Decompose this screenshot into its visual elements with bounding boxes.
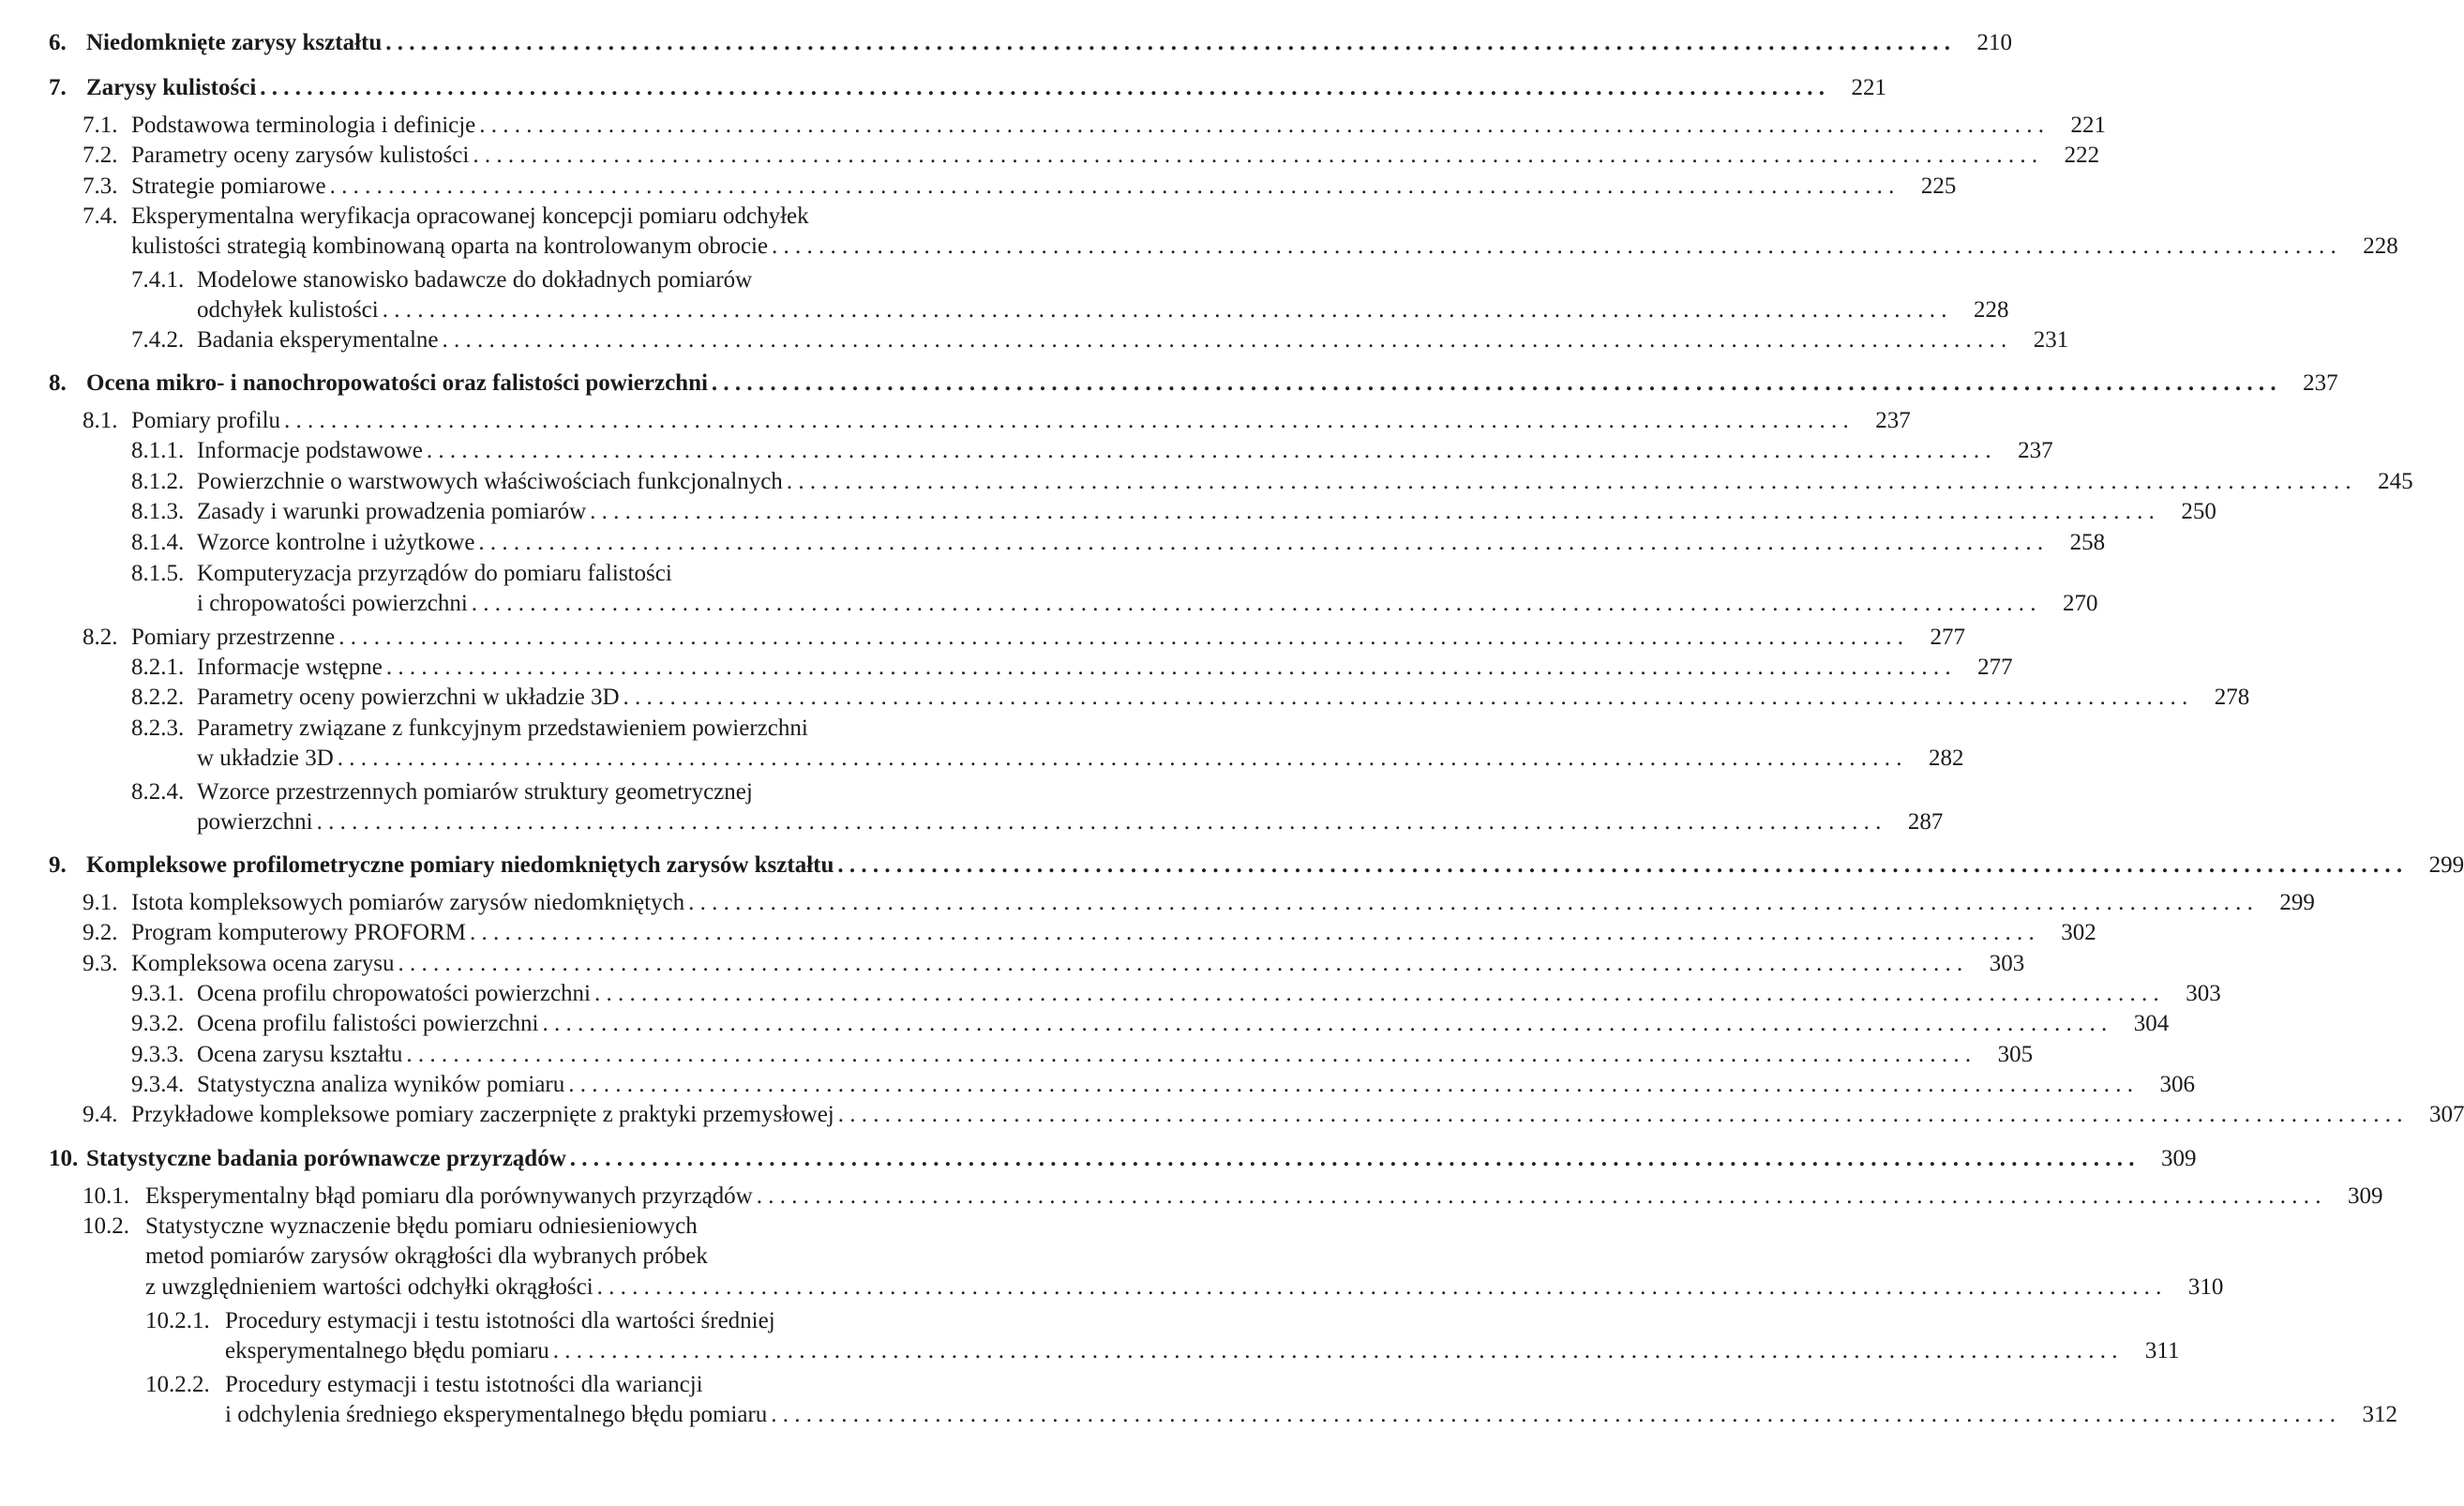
toc-entry <box>86 71 1887 101</box>
toc-entry-title: Procedury estymacji i testu istotności dla wartości średniej <box>225 1308 775 1333</box>
toc-entry-title: Ocena profilu falistości powierzchni <box>197 1011 539 1036</box>
toc-page-number: 228 <box>2363 233 2398 259</box>
toc-entry-number: 8.1.4. <box>131 530 185 555</box>
toc-entry-title: Procedury estymacji i testu istotności dla wariancji <box>225 1372 703 1397</box>
toc-page-number: 311 <box>2144 1338 2180 1363</box>
toc-entry-number: 7.4. <box>83 203 118 229</box>
toc-entry-number: 8.1.3. <box>131 499 185 524</box>
dot-leader <box>570 1146 2135 1172</box>
toc-entry-number: 9.3.3. <box>131 1042 185 1067</box>
toc-entry-title: Strategie pomiarowe <box>131 173 326 199</box>
toc-entry <box>131 230 2398 260</box>
toc-entry-title: Statystyczna analiza wyników pomiaru <box>197 1072 565 1097</box>
toc-entry-title: Wzorce przestrzennych pomiarów struktury geometrycznej <box>197 779 753 805</box>
toc-entry-title: i chropowatości powierzchni <box>197 591 468 616</box>
toc-entry <box>225 1304 1059 1334</box>
toc-entry-title: eksperymentalnego błędu pomiaru <box>225 1338 549 1363</box>
dot-leader <box>470 920 2035 946</box>
toc-page-number: 237 <box>2018 438 2053 463</box>
toc-entry <box>197 1007 2170 1037</box>
toc-entry-number: 8.2.4. <box>131 779 185 805</box>
toc-entry-title: odchyłek kulistości <box>197 297 379 323</box>
toc-entry <box>225 1368 1059 1398</box>
dot-leader <box>338 625 1903 651</box>
dot-leader <box>597 1274 2162 1301</box>
toc-entry-title: Parametry oceny zarysów kulistości <box>131 143 470 168</box>
toc-entry <box>197 806 1944 836</box>
dot-leader <box>479 113 2044 139</box>
dot-leader <box>406 1042 1971 1068</box>
toc-entry <box>225 1398 2398 1428</box>
toc-page-number: 306 <box>2159 1072 2195 1097</box>
toc-entry-number: 10.2. <box>83 1213 129 1239</box>
toc-entry <box>197 294 2009 324</box>
toc-entry-title: Parametry oceny powierzchni w układzie 3D <box>197 685 620 710</box>
dot-leader <box>427 438 1991 464</box>
dot-leader <box>386 655 1951 681</box>
toc-entry-number: 9.3. <box>83 951 118 976</box>
toc-entry-number: 8.2.1. <box>131 655 185 680</box>
dot-leader <box>553 1338 2118 1364</box>
dot-leader <box>385 30 1950 56</box>
toc-entry <box>197 526 2106 556</box>
dot-leader <box>688 890 2253 916</box>
toc-page-number: 222 <box>2064 143 2100 168</box>
dot-leader <box>772 233 2336 260</box>
toc-entry-number: 10.2.2. <box>145 1372 210 1397</box>
dot-leader <box>771 1402 2336 1428</box>
toc-entry-number: 6. <box>49 30 67 55</box>
toc-entry-title: Eksperymentalny błąd pomiaru dla porównywanych przyrządów <box>145 1183 753 1209</box>
toc-entry-title: Komputeryzacja przyrządów do pomiaru falistości <box>197 561 672 586</box>
toc-entry-title: Przykładowe kompleksowe pomiary zaczerpnięte z praktyki przemysłowej <box>131 1102 834 1127</box>
toc-page-number: 305 <box>1997 1042 2034 1067</box>
toc-entry <box>131 404 1911 434</box>
dot-leader <box>473 143 2037 169</box>
toc-page-number: 228 <box>1973 297 2009 323</box>
toc-entry-number: 9.4. <box>83 1102 118 1127</box>
toc-page-number: 304 <box>2133 1011 2170 1036</box>
toc-page-number: 302 <box>2061 920 2096 945</box>
toc-entry-number: 7.4.1. <box>131 267 185 293</box>
toc-entry-number: 8.1.1. <box>131 438 185 463</box>
toc-page-number: 221 <box>2070 113 2107 138</box>
toc-entry <box>197 587 2098 617</box>
toc-entry-title: Eksperymentalna weryfikacja opracowanej koncepcji pomiaru odchyłek <box>131 203 809 229</box>
toc-entry <box>145 1240 1059 1270</box>
dot-leader <box>787 469 2351 495</box>
toc-page-number: 225 <box>1920 173 1957 199</box>
toc-entry <box>197 324 2069 354</box>
toc-entry-number: 7.1. <box>83 113 118 138</box>
toc-page-number: 303 <box>2186 981 2221 1006</box>
toc-page-number: 310 <box>2187 1274 2224 1300</box>
toc-entry-number: 9. <box>49 852 67 878</box>
toc-entry-title: Statystyczne badania porównawcze przyrządów <box>86 1146 566 1171</box>
toc-entry <box>197 465 2413 495</box>
toc-page-number: 258 <box>2069 530 2106 555</box>
toc-page-number: 210 <box>1976 30 2012 55</box>
toc-entry-number: 10.1. <box>83 1183 129 1209</box>
toc-entry <box>197 712 1059 742</box>
toc-entry <box>197 1068 2195 1098</box>
toc-entry-number: 9.3.2. <box>131 1011 185 1036</box>
dot-leader <box>383 297 1947 324</box>
toc-page-number: 278 <box>2214 685 2250 710</box>
dot-leader <box>398 951 1962 977</box>
toc-entry-title: kulistości strategią kombinowaną oparta na kontrolowanym obrocie <box>131 233 768 259</box>
toc-entry-number: 9.3.4. <box>131 1072 185 1097</box>
toc-page-number: 309 <box>2347 1183 2383 1209</box>
toc-page-number: 237 <box>2303 370 2338 396</box>
dot-leader <box>330 173 1895 200</box>
dot-leader <box>317 809 1882 836</box>
toc-entry-title: Kompleksowe profilometryczne pomiary niedomkniętych zarysów kształtu <box>86 852 834 878</box>
toc-entry-title: Parametry związane z funkcyjnym przedstawieniem powierzchni <box>197 715 808 741</box>
toc-page-number: 307 <box>2428 1102 2464 1127</box>
toc-entry <box>197 264 1059 294</box>
toc-entry <box>197 681 2250 711</box>
toc-entry <box>86 26 2012 56</box>
toc-entry-title: Wzorce kontrolne i użytkowe <box>197 530 475 555</box>
toc-entry-number: 8.2.3. <box>131 715 185 741</box>
toc-entry-title: z uwzględnieniem wartości odchyłki okrągłości <box>145 1274 593 1300</box>
dot-leader <box>838 1102 2403 1128</box>
toc-entry-number: 7.2. <box>83 143 118 168</box>
toc-entry-title: Kompleksowa ocena zarysu <box>131 951 395 976</box>
toc-entry-title: Informacje wstępne <box>197 655 383 680</box>
toc-entry-number: 8. <box>49 370 67 396</box>
dot-leader <box>260 75 1825 101</box>
dot-leader <box>594 981 2159 1007</box>
toc-page-number: 245 <box>2378 469 2413 494</box>
toc-entry <box>131 109 2107 139</box>
toc-entry <box>197 776 1059 806</box>
toc-page-number: 277 <box>1977 655 2013 680</box>
toc-entry-title: powierzchni <box>197 809 313 835</box>
toc-page-number: 237 <box>1875 408 1911 433</box>
toc-entry-title: Niedomknięte zarysy kształtu <box>86 30 383 55</box>
toc-entry-number: 9.2. <box>83 920 118 945</box>
toc-entry-title: metod pomiarów zarysów okrągłości dla wybranych próbek <box>145 1243 708 1269</box>
toc-entry-number: 9.3.1. <box>131 981 185 1006</box>
toc-entry-title: Zasady i warunki prowadzenia pomiarów <box>197 499 587 524</box>
toc-entry <box>145 1271 2224 1301</box>
toc-entry <box>225 1334 2180 1364</box>
toc-entry-number: 8.1.5. <box>131 561 185 586</box>
toc-entry <box>145 1180 2383 1210</box>
toc-entry-number: 7.4.2. <box>131 327 185 353</box>
toc-entry-number: 7.3. <box>83 173 118 199</box>
toc-entry-title: Statystyczne wyznaczenie błędu pomiaru odniesieniowych <box>145 1213 698 1239</box>
toc-page-number: 277 <box>1930 625 1966 650</box>
toc-entry <box>197 495 2216 525</box>
toc-entry-number: 10.2.1. <box>145 1308 210 1333</box>
toc-entry-title: Podstawowa terminologia i definicje <box>131 113 476 138</box>
toc-entry-number: 7. <box>49 75 67 100</box>
toc-entry <box>131 916 2096 946</box>
toc-page-number: 312 <box>2362 1402 2398 1427</box>
toc-entry <box>197 651 2013 681</box>
toc-entry-title: i odchylenia średniego eksperymentalnego błędu pomiaru <box>225 1402 768 1427</box>
toc-page-number: 221 <box>1851 75 1887 100</box>
toc-page-number: 250 <box>2181 499 2216 524</box>
toc-entry <box>197 977 2221 1007</box>
toc-entry <box>131 947 2025 977</box>
toc-page-number: 231 <box>2033 327 2069 353</box>
toc-entry-title: w układzie 3D <box>197 745 334 771</box>
toc-entry-title: Pomiary przestrzenne <box>131 625 336 650</box>
toc-entry <box>131 139 2100 169</box>
dot-leader <box>568 1072 2133 1098</box>
dot-leader <box>837 852 2402 879</box>
toc-entry <box>131 1098 2464 1128</box>
toc-entry-number: 8.2. <box>83 625 118 650</box>
toc-page-number: 270 <box>2063 591 2098 616</box>
toc-entry <box>197 557 1059 587</box>
dot-leader <box>443 327 2007 354</box>
toc-page-number: 303 <box>1989 951 2025 976</box>
toc-entry <box>131 200 1059 230</box>
toc-entry-title: Zarysy kulistości <box>86 75 257 100</box>
toc-entry <box>86 367 2338 397</box>
toc-entry-title: Pomiary profilu <box>131 408 281 433</box>
dot-leader <box>542 1011 2107 1037</box>
toc-entry-title: Ocena profilu chropowatości powierzchni <box>197 981 591 1006</box>
toc-entry-title: Ocena mikro- i nanochropowatości oraz falistości powierzchni <box>86 370 708 396</box>
dot-leader <box>712 370 2276 397</box>
dot-leader <box>284 408 1849 434</box>
toc-entry-title: Informacje podstawowe <box>197 438 423 463</box>
toc-entry <box>197 742 1964 772</box>
dot-leader <box>757 1183 2321 1210</box>
toc-page-number: 309 <box>2161 1146 2197 1171</box>
toc-entry-number: 9.1. <box>83 890 118 915</box>
dot-leader <box>338 745 1902 772</box>
toc-entry <box>197 1038 2034 1068</box>
toc-entry <box>86 1142 2197 1172</box>
toc-entry <box>131 621 1966 651</box>
toc-entry-number: 8.1. <box>83 408 118 433</box>
toc-entry <box>197 434 2053 464</box>
dot-leader <box>590 499 2155 525</box>
toc-page-number: 282 <box>1929 745 1964 771</box>
toc-page-number: 287 <box>1907 809 1944 835</box>
toc-entry <box>145 1210 1059 1240</box>
dot-leader <box>624 685 2188 711</box>
toc-page-number: 299 <box>2428 852 2464 878</box>
toc-entry-title: Program komputerowy PROFORM <box>131 920 466 945</box>
toc-entry-title: Powierzchnie o warstwowych właściwościach funkcjonalnych <box>197 469 783 494</box>
toc-entry-number: 8.2.2. <box>131 685 185 710</box>
toc-entry-title: Modelowe stanowisko badawcze do dokładnych pomiarów <box>197 267 753 293</box>
dot-leader <box>472 591 2036 617</box>
toc-entry <box>131 170 1957 200</box>
toc-entry-number: 8.1.2. <box>131 469 185 494</box>
toc-entry-title: Badania eksperymentalne <box>197 327 439 353</box>
toc-entry-title: Ocena zarysu kształtu <box>197 1042 403 1067</box>
dot-leader <box>478 530 2043 556</box>
toc-entry <box>131 886 2315 916</box>
toc-entry-title: Istota kompleksowych pomiarów zarysów niedomkniętych <box>131 890 685 915</box>
toc-entry <box>86 849 2464 879</box>
toc-page-number: 299 <box>2279 890 2315 915</box>
toc-entry-number: 10. <box>49 1146 79 1171</box>
